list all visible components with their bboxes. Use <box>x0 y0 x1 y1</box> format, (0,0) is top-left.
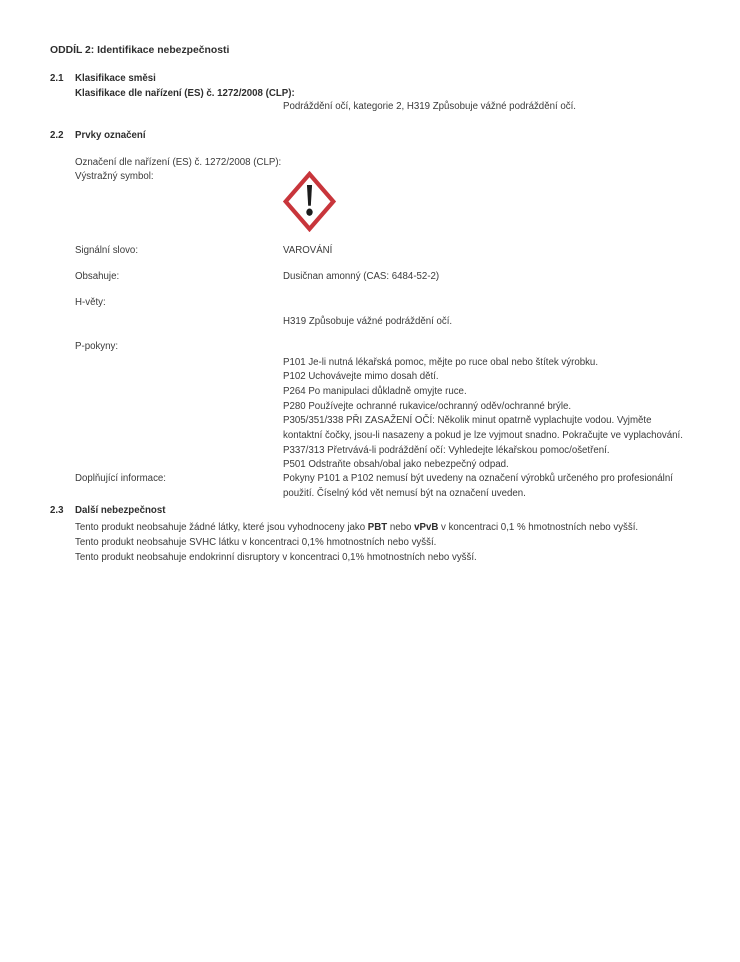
section-2-1-number: 2.1 <box>50 73 64 84</box>
vpvb-abbrev: vPvB <box>414 521 439 533</box>
section-title: ODDÍL 2: Identifikace nebezpečnosti <box>50 45 230 56</box>
p-statement-line: P264 Po manipulaci důkladně omyjte ruce. <box>283 385 467 397</box>
section-2-1-heading: Klasifikace směsi <box>75 73 156 84</box>
pbt-vpvb-line-mid: nebo <box>387 521 415 533</box>
warning-symbol-label: Výstražný symbol: <box>75 171 154 182</box>
labelling-regulation-line: Označení dle nařízení (ES) č. 1272/2008 (CLP): <box>75 157 282 168</box>
supplemental-info-block <box>283 472 673 501</box>
section-2-3-heading: Další nebezpečnost <box>75 505 166 516</box>
contains-value: Dusičnan amonný (CAS: 6484-52-2) <box>283 271 440 282</box>
other-hazards-block <box>75 520 638 566</box>
h-statements-label: H-věty: <box>75 297 106 308</box>
section-2-3-number: 2.3 <box>50 505 64 516</box>
p-statements-label: P-pokyny: <box>75 341 119 352</box>
classification-value: Podráždění očí, kategorie 2, H319 Způsobuje vážné podráždění očí. <box>283 101 576 112</box>
p-statements-block <box>283 356 683 474</box>
p-statement-line: kontaktní čočky, jsou-li nasazeny a pokud je lze vyjmout snadno. Pokračujte ve vyplachování. <box>283 430 683 442</box>
section-2-2-number: 2.2 <box>50 130 64 141</box>
endocrine-disruptors-line: Tento produkt neobsahuje endokrinní disruptory v koncentraci 0,1% hmotnostních nebo vyšší. <box>75 551 477 563</box>
p-statement-line: P101 Je-li nutná lékařská pomoc, mějte po ruce obal nebo štítek výrobku. <box>283 356 599 368</box>
p-statement-line: P280 Používejte ochranné rukavice/ochranný oděv/ochranné brýle. <box>283 400 572 412</box>
p-statement-line: P501 Odstraňte obsah/obal jako nebezpečný odpad. <box>283 459 509 471</box>
supplemental-info-line: Pokyny P101 a P102 nemusí být uvedeny na označení výrobků určeného pro profesionální <box>283 473 673 484</box>
ghs07-exclamation-mark-svg <box>283 171 336 232</box>
signal-word-value: VAROVÁNÍ <box>283 244 333 256</box>
pbt-abbrev: PBT <box>367 521 388 533</box>
supplemental-info-label: Doplňující informace: <box>75 473 166 484</box>
contains-label: Obsahuje: <box>75 271 120 282</box>
section-2-2-heading: Prvky označení <box>75 130 146 141</box>
supplemental-info-line: použití. Číselný kód vět nemusí být na označení uveden. <box>283 487 526 499</box>
svhc-line: Tento produkt neobsahuje SVHC látku v koncentraci 0,1% hmotnostních nebo vyšší. <box>75 536 437 548</box>
pbt-vpvb-line-pre: Tento produkt neobsahuje žádné látky, které jsou vyhodnoceny jako <box>75 521 368 533</box>
signal-word-label: Signální slovo: <box>75 244 139 256</box>
p-statement-line: P102 Uchovávejte mimo dosah dětí. <box>283 371 439 383</box>
p-statement-line: P337/313 Přetrvává-li podráždění očí: Vyhledejte lékařskou pomoc/ošetření. <box>283 444 610 456</box>
clp-classification-heading: Klasifikace dle nařízení (ES) č. 1272/2008 (CLP): <box>75 87 295 99</box>
p-statement-line: P305/351/338 PŘI ZASAŽENÍ OČÍ: Několik minut opatrně vyplachujte vodou. Vyjměte <box>283 415 652 427</box>
pbt-vpvb-line <box>75 520 638 535</box>
h-statement-line: H319 Způsobuje vážné podráždění očí. <box>283 316 453 327</box>
ghs07-exclamation-mark-icon <box>283 171 336 232</box>
exclamation-dot <box>306 209 312 216</box>
pbt-vpvb-line-post: v koncentraci 0,1 % hmotnostních nebo vyšší. <box>438 521 639 533</box>
